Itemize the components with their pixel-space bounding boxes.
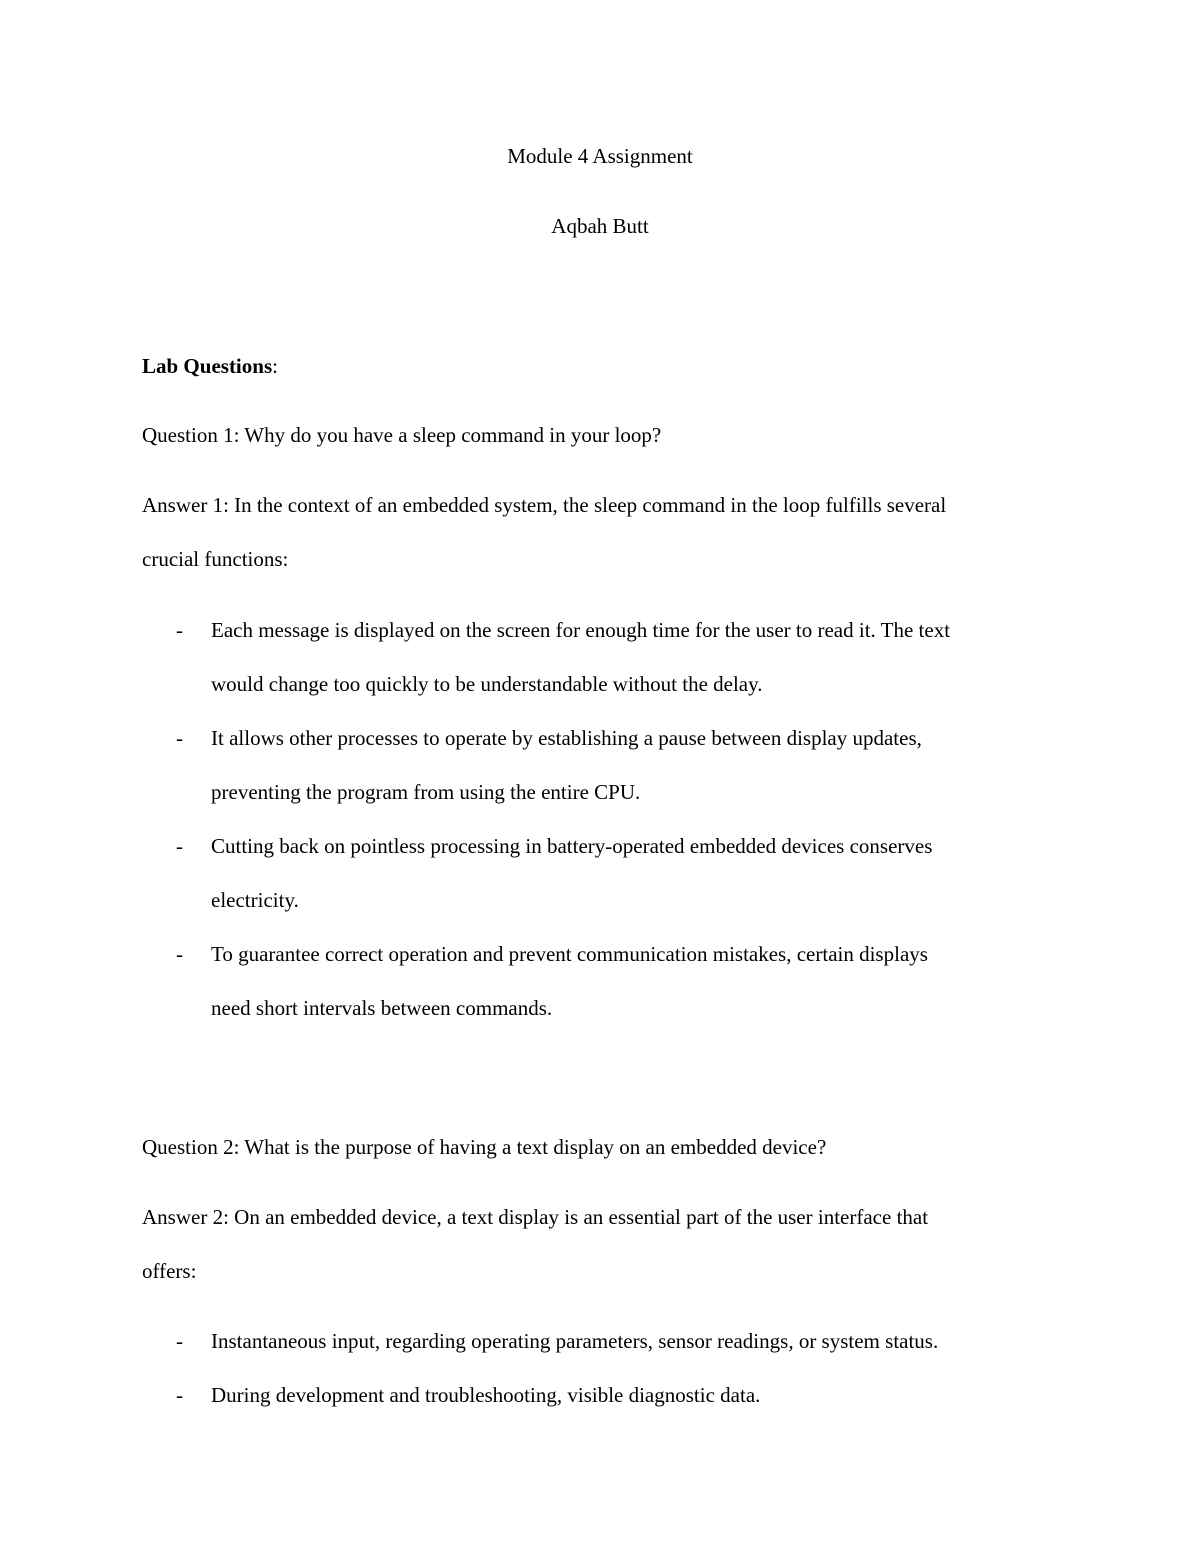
bullet-dash: - — [176, 726, 183, 750]
section-heading: Lab Questions — [142, 354, 273, 378]
bullet-dash: - — [176, 942, 183, 966]
question-1: Question 1: Why do you have a sleep command in your loop? — [142, 423, 662, 447]
q1-bullet-3-line-2: electricity. — [211, 888, 299, 912]
q1-bullet-1-line-1: Each message is displayed on the screen for enough time for the user to read it. The text — [211, 618, 951, 642]
q1-bullet-2-line-2: preventing the program from using the entire CPU. — [211, 780, 641, 804]
document-title: Module 4 Assignment — [507, 144, 693, 168]
q1-bullet-4-line-2: need short intervals between commands. — [211, 996, 553, 1020]
q1-bullet-1-line-2: would change too quickly to be understandable without the delay. — [211, 672, 763, 696]
q1-bullet-3-line-1: Cutting back on pointless processing in battery-operated embedded devices conserves — [211, 834, 933, 858]
q2-bullet-1-line-1: Instantaneous input, regarding operating parameters, sensor readings, or system status. — [211, 1329, 939, 1353]
bullet-dash: - — [176, 1383, 183, 1407]
q1-bullet-4-line-1: To guarantee correct operation and prevent communication mistakes, certain displays — [211, 942, 928, 966]
bullet-dash: - — [176, 834, 183, 858]
bullet-dash: - — [176, 618, 183, 642]
section-heading-line — [142, 352, 1062, 380]
answer-1-line-2: crucial functions: — [142, 547, 289, 571]
section-heading-colon: : — [272, 354, 278, 378]
q1-bullet-2-line-1: It allows other processes to operate by establishing a pause between display updates, — [211, 726, 922, 750]
question-2: Question 2: What is the purpose of having a text display on an embedded device? — [142, 1135, 827, 1159]
answer-2-line-2: offers: — [142, 1259, 197, 1283]
answer-1-line-1: Answer 1: In the context of an embedded system, the sleep command in the loop fulfills several — [142, 493, 947, 517]
document-author: Aqbah Butt — [551, 214, 649, 238]
q2-bullet-2-line-1: During development and troubleshooting, visible diagnostic data. — [211, 1383, 761, 1407]
answer-2-line-1: Answer 2: On an embedded device, a text display is an essential part of the user interface that — [142, 1205, 929, 1229]
bullet-dash: - — [176, 1329, 183, 1353]
